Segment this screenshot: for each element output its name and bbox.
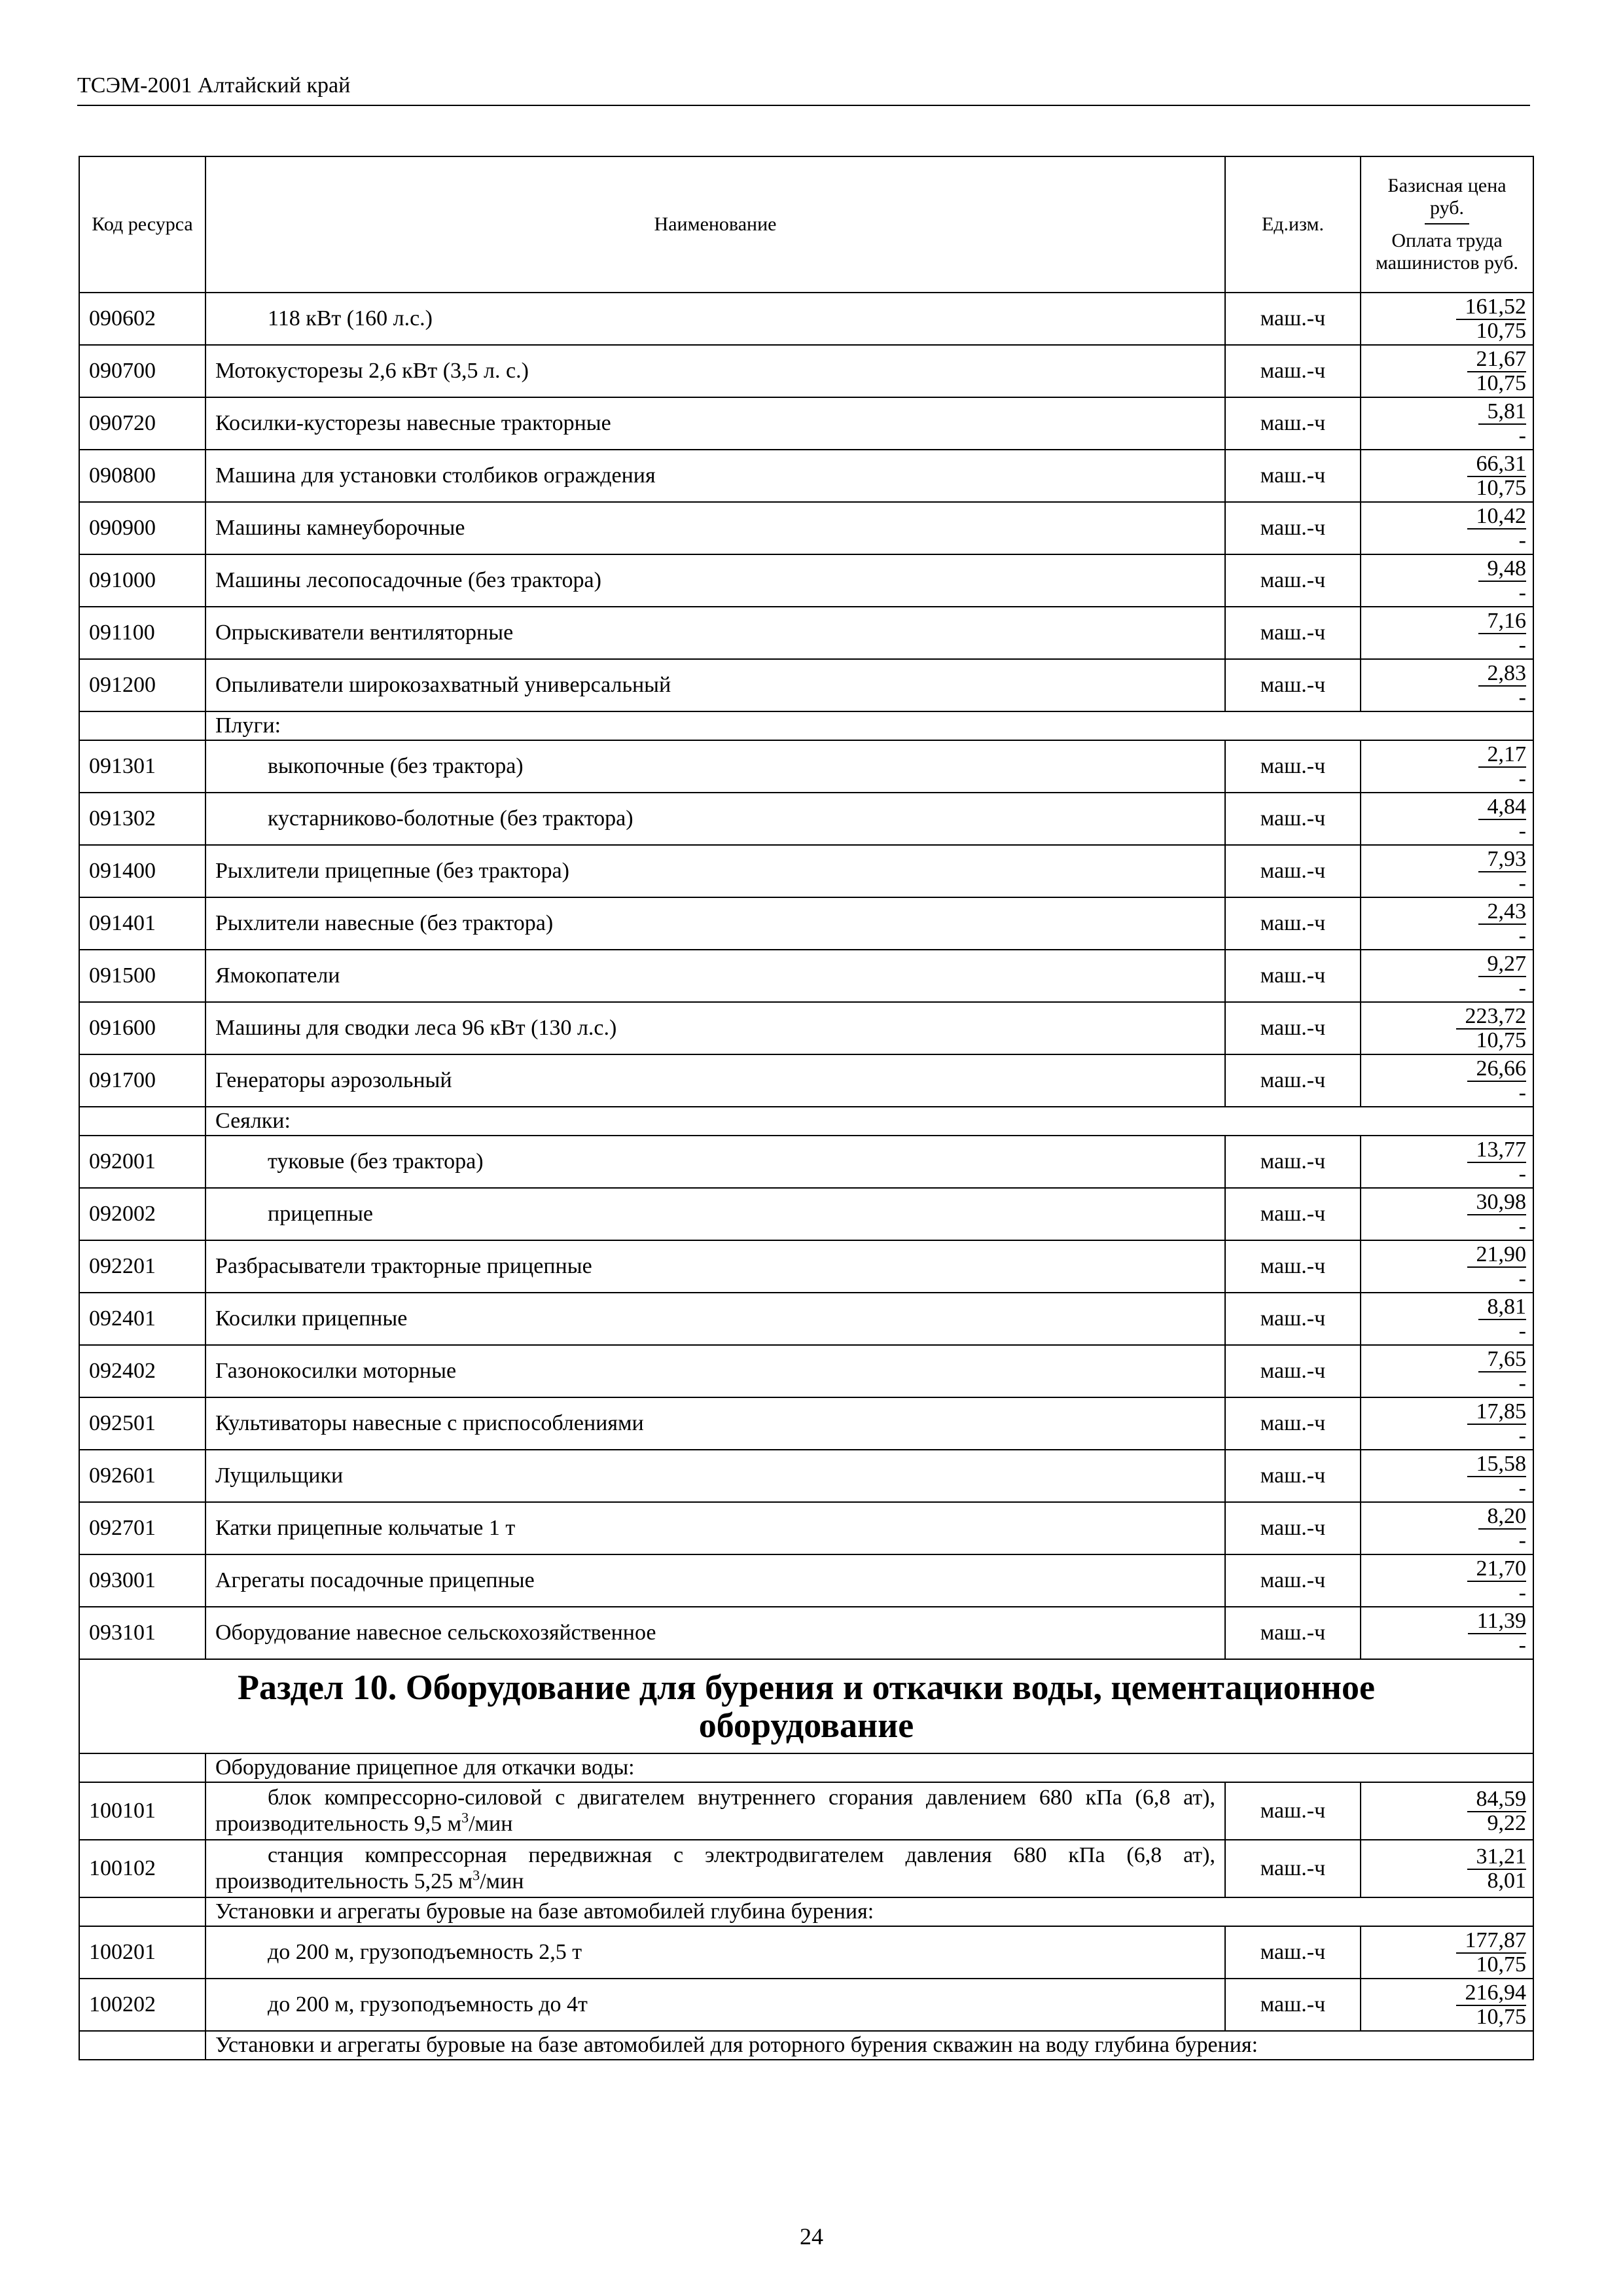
group-row bbox=[79, 1753, 1533, 1782]
unit-of-measure: маш.-ч bbox=[1225, 793, 1361, 845]
resource-code: 091301 bbox=[79, 740, 205, 793]
resource-code: 091100 bbox=[79, 607, 205, 659]
header-price-wage: Оплата труда машинистов руб. bbox=[1375, 230, 1519, 274]
operator-wage: 10,75 bbox=[1476, 2004, 1526, 2029]
header-code: Код ресурса bbox=[79, 156, 205, 293]
group-code-empty bbox=[79, 1753, 205, 1782]
price-cell bbox=[1361, 1136, 1533, 1188]
base-price: 21,70 bbox=[1467, 1558, 1527, 1582]
price-cell bbox=[1361, 950, 1533, 1002]
price-cell bbox=[1361, 1840, 1533, 1897]
table-row bbox=[79, 1782, 1533, 1840]
unit-of-measure: маш.-ч bbox=[1225, 1840, 1361, 1897]
resource-name: Рыхлители навесные (без трактора) bbox=[205, 897, 1225, 950]
base-price: 177,87 bbox=[1456, 1929, 1527, 1954]
resource-name: Оборудование навесное сельскохозяйственное bbox=[205, 1607, 1225, 1659]
resource-code: 091200 bbox=[79, 659, 205, 711]
operator-wage: 10,75 bbox=[1476, 370, 1526, 395]
resource-code: 091000 bbox=[79, 554, 205, 607]
group-row bbox=[79, 711, 1533, 740]
resource-name: выкопочные (без трактора) bbox=[205, 740, 1225, 793]
resource-code: 092401 bbox=[79, 1293, 205, 1345]
table-row bbox=[79, 554, 1533, 607]
base-price: 8,20 bbox=[1478, 1505, 1527, 1530]
unit-of-measure: маш.-ч bbox=[1225, 1450, 1361, 1502]
header-name: Наименование bbox=[205, 156, 1225, 293]
base-price: 21,90 bbox=[1467, 1244, 1527, 1268]
unit-of-measure: маш.-ч bbox=[1225, 845, 1361, 897]
resource-code: 100101 bbox=[79, 1782, 205, 1840]
base-price: 2,17 bbox=[1478, 744, 1527, 768]
price-cell bbox=[1361, 1054, 1533, 1107]
price-cell bbox=[1361, 659, 1533, 711]
price-cell bbox=[1361, 607, 1533, 659]
base-price: 66,31 bbox=[1467, 453, 1527, 477]
operator-wage: - bbox=[1518, 766, 1526, 791]
operator-wage: - bbox=[1518, 1080, 1526, 1105]
base-price: 223,72 bbox=[1456, 1005, 1527, 1030]
resource-code: 090720 bbox=[79, 397, 205, 450]
operator-wage: - bbox=[1518, 975, 1526, 1000]
base-price: 26,66 bbox=[1467, 1058, 1527, 1082]
header-unit: Ед.изм. bbox=[1225, 156, 1361, 293]
cubic-superscript: 3 bbox=[461, 1809, 469, 1826]
section-heading bbox=[79, 1659, 1533, 1753]
unit-of-measure: маш.-ч bbox=[1225, 1926, 1361, 1979]
group-title: Сеялки: bbox=[205, 1107, 1533, 1136]
group-row bbox=[79, 2031, 1533, 2060]
base-price: 13,77 bbox=[1467, 1139, 1527, 1163]
unit-of-measure: маш.-ч bbox=[1225, 293, 1361, 345]
unit-of-measure: маш.-ч bbox=[1225, 607, 1361, 659]
price-cell bbox=[1361, 1345, 1533, 1397]
table-row bbox=[79, 607, 1533, 659]
unit-of-measure: маш.-ч bbox=[1225, 1188, 1361, 1240]
operator-wage: - bbox=[1518, 528, 1526, 552]
unit-of-measure: маш.-ч bbox=[1225, 1345, 1361, 1397]
table-body bbox=[79, 293, 1533, 2060]
unit-of-measure: маш.-ч bbox=[1225, 1782, 1361, 1840]
base-price: 30,98 bbox=[1467, 1191, 1527, 1215]
resource-code: 100201 bbox=[79, 1926, 205, 1979]
base-price: 9,27 bbox=[1478, 953, 1527, 977]
resource-code: 091401 bbox=[79, 897, 205, 950]
resource-code: 100102 bbox=[79, 1840, 205, 1897]
price-cell bbox=[1361, 1502, 1533, 1554]
table-row bbox=[79, 1054, 1533, 1107]
price-cell bbox=[1361, 1782, 1533, 1840]
resource-code: 091302 bbox=[79, 793, 205, 845]
section-title-line-2: оборудование bbox=[698, 1706, 914, 1745]
group-code-empty bbox=[79, 711, 205, 740]
price-cell bbox=[1361, 1607, 1533, 1659]
operator-wage: 10,75 bbox=[1476, 1028, 1526, 1052]
resource-name: Машины для сводки леса 96 кВт (130 л.с.) bbox=[205, 1002, 1225, 1054]
operator-wage: - bbox=[1518, 870, 1526, 895]
header-price-separator bbox=[1425, 223, 1469, 224]
operator-wage: - bbox=[1518, 923, 1526, 948]
unit-of-measure: маш.-ч bbox=[1225, 659, 1361, 711]
base-price: 2,43 bbox=[1478, 901, 1527, 925]
resource-name bbox=[205, 1782, 1225, 1840]
resource-name: Мотокусторезы 2,6 кВт (3,5 л. с.) bbox=[205, 345, 1225, 397]
table-row bbox=[79, 1002, 1533, 1054]
resource-name-suffix: /мин bbox=[469, 1812, 513, 1836]
unit-of-measure: маш.-ч bbox=[1225, 1054, 1361, 1107]
resource-name-text: станция компрессорная передвижная с электродвигателем давления 680 кПа (6,8 ат), производительность 5,25 м bbox=[215, 1843, 1215, 1893]
price-cell bbox=[1361, 897, 1533, 950]
table-row bbox=[79, 950, 1533, 1002]
resource-name bbox=[205, 1840, 1225, 1897]
table-row bbox=[79, 1926, 1533, 1979]
price-cell bbox=[1361, 397, 1533, 450]
operator-wage: 8,01 bbox=[1487, 1868, 1526, 1893]
resource-code: 092501 bbox=[79, 1397, 205, 1450]
running-head-title: ТСЭМ-2001 Алтайский край bbox=[77, 73, 351, 98]
resource-code: 090602 bbox=[79, 293, 205, 345]
price-cell bbox=[1361, 1979, 1533, 2031]
table-row bbox=[79, 740, 1533, 793]
resource-name: Рыхлители прицепные (без трактора) bbox=[205, 845, 1225, 897]
resource-name: Косилки-кусторезы навесные тракторные bbox=[205, 397, 1225, 450]
group-title: Установки и агрегаты буровые на базе автомобилей глубина бурения: bbox=[205, 1897, 1533, 1926]
resource-name: Опыливатели широкозахватный универсальный bbox=[205, 659, 1225, 711]
page-number: 24 bbox=[800, 2223, 823, 2250]
resource-price-table bbox=[79, 156, 1534, 2060]
resource-name: Агрегаты посадочные прицепные bbox=[205, 1554, 1225, 1607]
resource-name-suffix: /мин bbox=[480, 1869, 524, 1893]
resource-name: до 200 м, грузоподъемность до 4т bbox=[205, 1979, 1225, 2031]
table-row bbox=[79, 1502, 1533, 1554]
unit-of-measure: маш.-ч bbox=[1225, 502, 1361, 554]
resource-name: Машины лесопосадочные (без трактора) bbox=[205, 554, 1225, 607]
header-price-base: Базисная цена руб. bbox=[1387, 175, 1507, 219]
group-code-empty bbox=[79, 1107, 205, 1136]
table-row bbox=[79, 1554, 1533, 1607]
resource-code: 091400 bbox=[79, 845, 205, 897]
price-cell bbox=[1361, 502, 1533, 554]
group-code-empty bbox=[79, 2031, 205, 2060]
base-price: 15,58 bbox=[1467, 1453, 1527, 1477]
group-row bbox=[79, 1897, 1533, 1926]
header-rule bbox=[77, 105, 1530, 106]
resource-name: Разбрасыватели тракторные прицепные bbox=[205, 1240, 1225, 1293]
table-row bbox=[79, 845, 1533, 897]
base-price: 161,52 bbox=[1456, 296, 1527, 320]
resource-name: Генераторы аэрозольный bbox=[205, 1054, 1225, 1107]
operator-wage: - bbox=[1518, 1213, 1526, 1238]
resource-code: 092402 bbox=[79, 1345, 205, 1397]
base-price: 7,93 bbox=[1478, 848, 1527, 872]
table-row bbox=[79, 345, 1533, 397]
group-row bbox=[79, 1107, 1533, 1136]
table-row bbox=[79, 659, 1533, 711]
operator-wage: 10,75 bbox=[1476, 1952, 1526, 1977]
operator-wage: - bbox=[1518, 1528, 1526, 1552]
table-row bbox=[79, 793, 1533, 845]
resource-name: прицепные bbox=[205, 1188, 1225, 1240]
resource-name: Машина для установки столбиков ограждения bbox=[205, 450, 1225, 502]
base-price: 5,81 bbox=[1478, 401, 1527, 425]
table-row bbox=[79, 293, 1533, 345]
operator-wage: - bbox=[1518, 580, 1526, 605]
price-cell bbox=[1361, 845, 1533, 897]
resource-code: 092701 bbox=[79, 1502, 205, 1554]
operator-wage: - bbox=[1518, 1423, 1526, 1448]
base-price: 8,81 bbox=[1478, 1296, 1527, 1320]
base-price: 21,67 bbox=[1467, 348, 1527, 372]
unit-of-measure: маш.-ч bbox=[1225, 1607, 1361, 1659]
price-cell bbox=[1361, 740, 1533, 793]
base-price: 10,42 bbox=[1467, 505, 1527, 529]
table-row bbox=[79, 1293, 1533, 1345]
resource-code: 090800 bbox=[79, 450, 205, 502]
table-row bbox=[79, 1136, 1533, 1188]
resource-name: кустарниково-болотные (без трактора) bbox=[205, 793, 1225, 845]
unit-of-measure: маш.-ч bbox=[1225, 897, 1361, 950]
operator-wage: - bbox=[1518, 818, 1526, 843]
price-cell bbox=[1361, 293, 1533, 345]
base-price: 4,84 bbox=[1478, 796, 1527, 820]
table-row bbox=[79, 897, 1533, 950]
section-title-line-1: Раздел 10. Оборудование для бурения и откачки воды, цементационное bbox=[237, 1668, 1376, 1707]
base-price: 84,59 bbox=[1467, 1788, 1527, 1812]
operator-wage: 10,75 bbox=[1476, 318, 1526, 343]
table-row bbox=[79, 1979, 1533, 2031]
resource-code: 092201 bbox=[79, 1240, 205, 1293]
price-cell bbox=[1361, 1554, 1533, 1607]
table-row bbox=[79, 450, 1533, 502]
base-price: 17,85 bbox=[1467, 1401, 1527, 1425]
base-price: 31,21 bbox=[1467, 1846, 1527, 1870]
operator-wage: 9,22 bbox=[1487, 1810, 1526, 1835]
price-cell bbox=[1361, 1293, 1533, 1345]
operator-wage: - bbox=[1518, 1475, 1526, 1500]
resource-name: Косилки прицепные bbox=[205, 1293, 1225, 1345]
price-cell bbox=[1361, 1450, 1533, 1502]
table-row bbox=[79, 397, 1533, 450]
unit-of-measure: маш.-ч bbox=[1225, 554, 1361, 607]
price-cell bbox=[1361, 793, 1533, 845]
table-row bbox=[79, 502, 1533, 554]
header-price bbox=[1361, 156, 1533, 293]
operator-wage: - bbox=[1518, 1371, 1526, 1395]
operator-wage: 10,75 bbox=[1476, 475, 1526, 500]
unit-of-measure: маш.-ч bbox=[1225, 1136, 1361, 1188]
operator-wage: - bbox=[1518, 423, 1526, 448]
price-cell bbox=[1361, 1397, 1533, 1450]
unit-of-measure: маш.-ч bbox=[1225, 1979, 1361, 2031]
table-row bbox=[79, 1240, 1533, 1293]
price-cell bbox=[1361, 554, 1533, 607]
price-cell bbox=[1361, 1240, 1533, 1293]
resource-name: до 200 м, грузоподъемность 2,5 т bbox=[205, 1926, 1225, 1979]
resource-name: Газонокосилки моторные bbox=[205, 1345, 1225, 1397]
resource-name: 118 кВт (160 л.с.) bbox=[205, 293, 1225, 345]
resource-code: 091600 bbox=[79, 1002, 205, 1054]
resource-name: Ямокопатели bbox=[205, 950, 1225, 1002]
unit-of-measure: маш.-ч bbox=[1225, 1293, 1361, 1345]
price-cell bbox=[1361, 1188, 1533, 1240]
resource-code: 091700 bbox=[79, 1054, 205, 1107]
base-price: 11,39 bbox=[1468, 1610, 1526, 1634]
resource-code: 090900 bbox=[79, 502, 205, 554]
group-title: Установки и агрегаты буровые на базе автомобилей для роторного бурения скважин на воду глубина бурения: bbox=[205, 2031, 1533, 2060]
resource-code: 091500 bbox=[79, 950, 205, 1002]
unit-of-measure: маш.-ч bbox=[1225, 397, 1361, 450]
resource-name: Культиваторы навесные с приспособлениями bbox=[205, 1397, 1225, 1450]
base-price: 216,94 bbox=[1456, 1982, 1527, 2006]
resource-code: 100202 bbox=[79, 1979, 205, 2031]
resource-code: 092601 bbox=[79, 1450, 205, 1502]
table-header-row bbox=[79, 156, 1533, 293]
base-price: 9,48 bbox=[1478, 558, 1527, 582]
resource-name: Лущильщики bbox=[205, 1450, 1225, 1502]
unit-of-measure: маш.-ч bbox=[1225, 1397, 1361, 1450]
unit-of-measure: маш.-ч bbox=[1225, 1002, 1361, 1054]
resource-name: туковые (без трактора) bbox=[205, 1136, 1225, 1188]
table-row bbox=[79, 1188, 1533, 1240]
price-cell bbox=[1361, 450, 1533, 502]
price-cell bbox=[1361, 1002, 1533, 1054]
base-price: 2,83 bbox=[1478, 662, 1527, 687]
resource-code: 090700 bbox=[79, 345, 205, 397]
group-title: Плуги: bbox=[205, 711, 1533, 740]
table-row bbox=[79, 1397, 1533, 1450]
unit-of-measure: маш.-ч bbox=[1225, 345, 1361, 397]
operator-wage: - bbox=[1518, 632, 1526, 657]
unit-of-measure: маш.-ч bbox=[1225, 1240, 1361, 1293]
operator-wage: - bbox=[1518, 1161, 1526, 1186]
operator-wage: - bbox=[1518, 1632, 1526, 1657]
table-row bbox=[79, 1450, 1533, 1502]
table-row bbox=[79, 1840, 1533, 1897]
cubic-superscript: 3 bbox=[473, 1867, 480, 1884]
unit-of-measure: маш.-ч bbox=[1225, 1502, 1361, 1554]
price-cell bbox=[1361, 345, 1533, 397]
operator-wage: - bbox=[1518, 1318, 1526, 1343]
unit-of-measure: маш.-ч bbox=[1225, 740, 1361, 793]
table-row bbox=[79, 1345, 1533, 1397]
price-cell bbox=[1361, 1926, 1533, 1979]
group-code-empty bbox=[79, 1897, 205, 1926]
unit-of-measure: маш.-ч bbox=[1225, 450, 1361, 502]
resource-code: 092001 bbox=[79, 1136, 205, 1188]
resource-name-text: блок компрессорно-силовой с двигателем внутреннего сгорания давлением 680 кПа (6,8 ат), производительность 9,5 м bbox=[215, 1785, 1215, 1836]
base-price: 7,65 bbox=[1478, 1348, 1527, 1372]
group-title: Оборудование прицепное для откачки воды: bbox=[205, 1753, 1533, 1782]
resource-name: Опрыскиватели вентиляторные bbox=[205, 607, 1225, 659]
unit-of-measure: маш.-ч bbox=[1225, 950, 1361, 1002]
operator-wage: - bbox=[1518, 685, 1526, 709]
table-row bbox=[79, 1607, 1533, 1659]
resource-code: 093101 bbox=[79, 1607, 205, 1659]
resource-code: 093001 bbox=[79, 1554, 205, 1607]
section-heading-row bbox=[79, 1659, 1533, 1753]
operator-wage: - bbox=[1518, 1580, 1526, 1605]
resource-name: Катки прицепные кольчатые 1 т bbox=[205, 1502, 1225, 1554]
resource-name: Машины камнеуборочные bbox=[205, 502, 1225, 554]
operator-wage: - bbox=[1518, 1266, 1526, 1291]
resource-code: 092002 bbox=[79, 1188, 205, 1240]
base-price: 7,16 bbox=[1478, 610, 1527, 634]
unit-of-measure: маш.-ч bbox=[1225, 1554, 1361, 1607]
